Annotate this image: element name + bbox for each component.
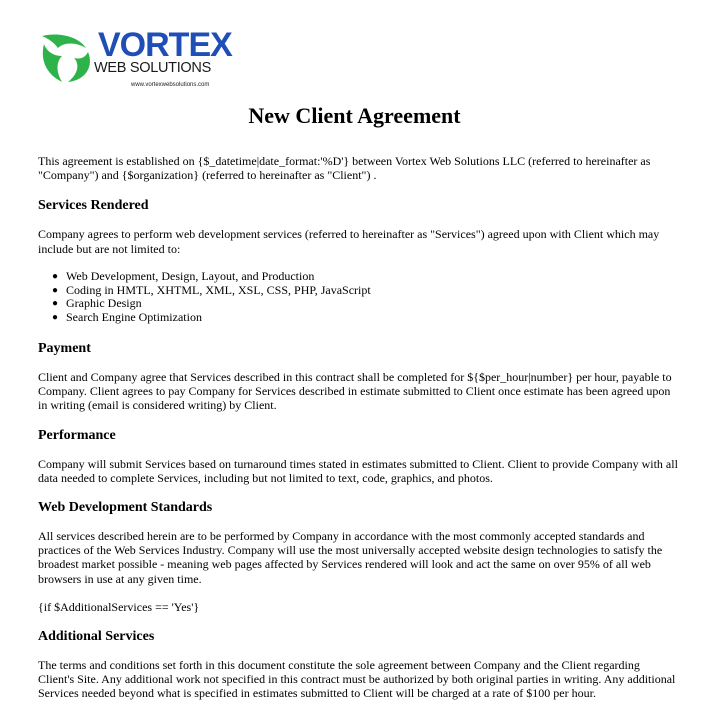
list-item: ● Search Engine Optimization (52, 310, 202, 325)
performance-paragraph: Company will submit Services based on turnaround times stated in estimates submitted to Client. Client to provide Company with all data needed to complete Services, including but not limited to text, code, graphics, and photos. (38, 456, 678, 485)
company-logo (38, 26, 232, 92)
bullet-icon: ● (52, 298, 59, 310)
vortex-swirl-icon (38, 30, 98, 84)
intro-paragraph: This agreement is established on {$_datetime|date_format:'%D'} between Vortex Web Solutions LLC (referred to hereinafter as "Company") and {$organization} (referred to hereinafter as "Client") . (38, 154, 651, 183)
standards-paragraph: All services described herein are to be performed by Company in accordance with the most commonly accepted standards and practices of the Web Services Industry. Company will use the most universally accepted website design technologies to satisfy the broadest market possible - meaning web pages affected by Services rendered will look and act the same on over 95% of all web browsers in use at any given time. (38, 529, 663, 586)
bullet-icon: ● (52, 270, 59, 282)
services-paragraph: Company agrees to perform web development services (referred to hereinafter as "Services") agreed upon with Client which may include but are not limited to: (38, 227, 660, 256)
services-list (38, 270, 678, 325)
payment-paragraph: Client and Company agree that Services described in this contract shall be completed for ${$per_hour|number} per hour, payable to Company. Client agrees to pay Company for Services described in estimate submitted to Client once estimate has been agreed upon in writing (email is considered writing) by Client. (38, 370, 672, 413)
bullet-icon: ● (52, 284, 59, 296)
list-item: ● Coding in HMTL, XHTML, XML, XSL, CSS, PHP, JavaScript (52, 282, 371, 297)
logo-brand-name: VORTEX (98, 26, 232, 64)
list-item: ● Graphic Design (52, 296, 142, 311)
additional-services-paragraph: The terms and conditions set forth in this document constitute the sole agreement between Company and the Client regarding Client's Site. Any additional work not specified in this contract must be authorized by both original parties in writing. Any additional Services needed beyond what is specified in estimates submitted to Client will be charged at a rate of $100 per hour. (38, 658, 676, 701)
logo-sub-name: WEB SOLUTIONS (94, 60, 211, 76)
section-heading-standards: Web Development Standards (38, 500, 213, 516)
template-condition: {if $AdditionalServices == 'Yes'} (38, 599, 200, 614)
section-heading-additional-services: Additional Services (38, 629, 155, 645)
bullet-icon: ● (52, 312, 59, 324)
logo-url: www.vortexwebsolutions.com (131, 82, 210, 88)
section-heading-payment: Payment (38, 341, 91, 356)
section-heading-services: Services Rendered (38, 198, 149, 214)
page-title: New Client Agreement (248, 103, 461, 128)
list-item: ● Web Development, Design, Layout, and Production (52, 268, 315, 283)
agreement-body (38, 154, 678, 715)
section-heading-performance: Performance (38, 427, 116, 443)
